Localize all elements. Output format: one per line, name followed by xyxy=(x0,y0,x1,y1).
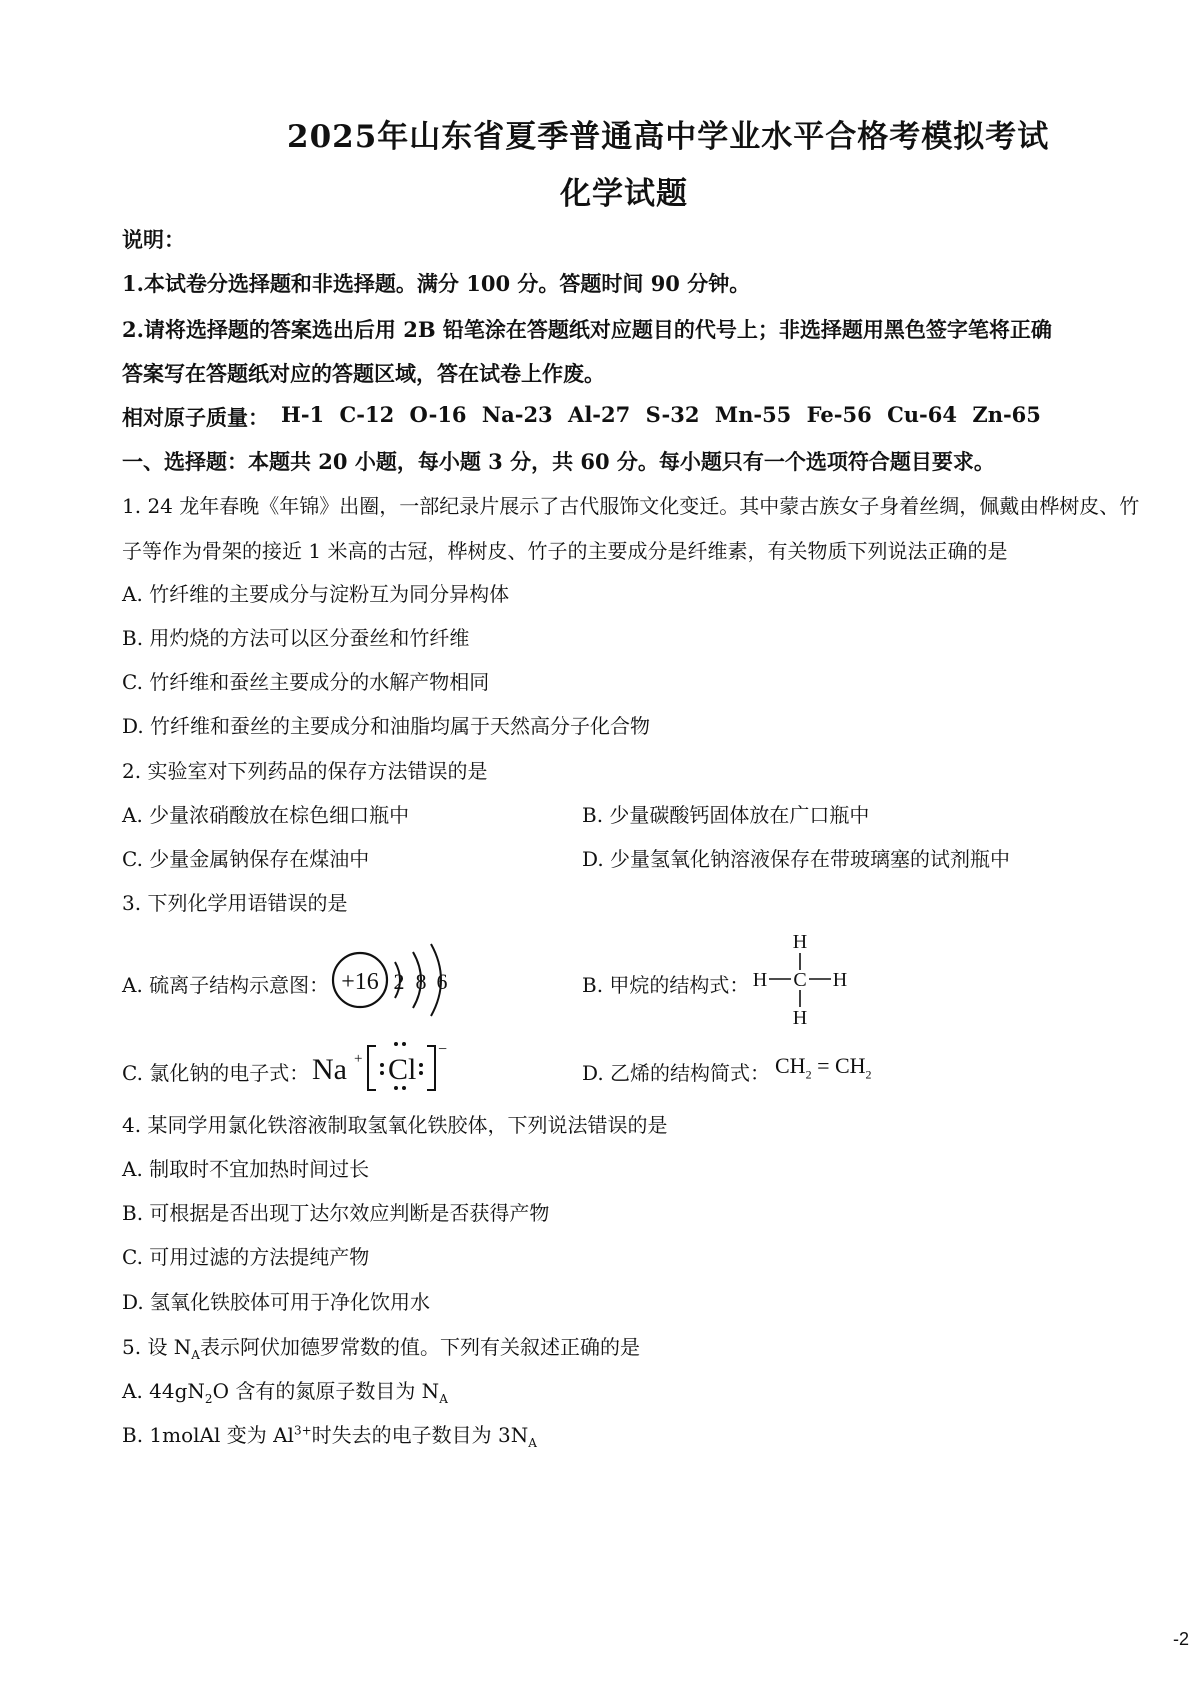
q5-stem-text: 5. 设 N xyxy=(122,1335,192,1359)
q5-b-superscript: 3+ xyxy=(293,1423,312,1438)
q5-option-a xyxy=(122,1375,448,1406)
formula-subscript: 2 xyxy=(805,1067,812,1082)
electron-dot xyxy=(394,1086,398,1090)
nucleus-charge: +16 xyxy=(341,969,379,995)
right-bracket xyxy=(427,1046,435,1090)
notes-item-1: 1.本试卷分选择题和非选择题。满分 100 分。答题时间 90 分钟。 xyxy=(122,271,751,296)
electron-dot xyxy=(380,1071,384,1075)
q1-option-a: A. 竹纤维的主要成分与淀粉互为同分异构体 xyxy=(122,582,510,606)
q2-option-b: B. 少量碳酸钙固体放在广口瓶中 xyxy=(582,803,870,827)
q5-option-b xyxy=(122,1419,537,1450)
atomic-masses-label: 相对原子质量： xyxy=(122,405,269,430)
cation-symbol: Na xyxy=(312,1053,347,1086)
atom-c-center: C xyxy=(793,969,807,991)
atomic-mass: Zn-65 xyxy=(972,402,1041,427)
exam-title: 2025年山东省夏季普通高中学业水平合格考模拟考试 xyxy=(287,119,1050,155)
atomic-mass: H-1 xyxy=(281,402,325,427)
section-1-heading: 一、选择题：本题共 20 小题，每小题 3 分，共 60 分。每小题只有一个选项符合题目要求。 xyxy=(122,449,995,474)
q5-a-subscript: A xyxy=(439,1392,448,1406)
q5-stem-subscript: A xyxy=(191,1348,200,1362)
q3-stem: 3. 下列化学用语错误的是 xyxy=(122,891,348,915)
atomic-mass: Fe-56 xyxy=(806,402,872,427)
electron-dot xyxy=(380,1063,384,1067)
atomic-mass: Al-27 xyxy=(568,402,631,427)
methane-structural-formula xyxy=(748,928,852,1032)
q5-stem-text: 表示阿伏加德罗常数的值。下列有关叙述正确的是 xyxy=(199,1335,640,1359)
ethylene-formula xyxy=(775,1053,872,1082)
shell-electrons-1: 2 xyxy=(393,969,405,994)
cation-charge: + xyxy=(354,1051,363,1067)
q1-stem-line-1: 1. 24 龙年春晚《年锦》出圈，一部纪录片展示了古代服饰文化变迁。其中蒙古族女子身着丝绸，佩戴由桦树皮、竹 xyxy=(122,494,1140,518)
atomic-mass: S-32 xyxy=(645,402,700,427)
formula-subscript: 2 xyxy=(865,1067,872,1082)
q1-option-c: C. 竹纤维和蚕丝主要成分的水解产物相同 xyxy=(122,670,490,694)
q5-stem xyxy=(122,1331,640,1362)
q3-option-b-label: B. 甲烷的结构式： xyxy=(582,973,750,997)
q2-option-d: D. 少量氢氧化钠溶液保存在带玻璃塞的试剂瓶中 xyxy=(582,847,1011,871)
q4-option-d: D. 氢氧化铁胶体可用于净化饮用水 xyxy=(122,1290,431,1314)
q4-option-b: B. 可根据是否出现丁达尔效应判断是否获得产物 xyxy=(122,1201,550,1225)
anion-symbol: Cl xyxy=(388,1053,417,1086)
electron-dot xyxy=(419,1071,423,1075)
nacl-electron-formula xyxy=(310,1036,460,1098)
notes-heading: 说明： xyxy=(122,227,185,252)
q5-a-subscript: 2 xyxy=(204,1392,213,1406)
anion-charge: − xyxy=(438,1041,448,1058)
q1-stem-line-2: 子等作为骨架的接近 1 米高的古冠，桦树皮、竹子的主要成分是纤维素，有关物质下列说法正确的是 xyxy=(122,539,1008,563)
q2-stem: 2. 实验室对下列药品的保存方法错误的是 xyxy=(122,759,488,783)
atomic-mass: Na-23 xyxy=(481,402,553,427)
electron-dot xyxy=(394,1042,398,1046)
atomic-mass: C-12 xyxy=(339,402,395,427)
atom-h-left: H xyxy=(752,969,768,991)
atomic-mass: Cu-64 xyxy=(887,402,957,427)
q3-option-a-label: A. 硫离子结构示意图： xyxy=(122,973,330,997)
q5-b-text: B. 1molAl 变为 Al xyxy=(122,1423,294,1447)
q2-option-a: A. 少量浓硝酸放在棕色细口瓶中 xyxy=(122,803,410,827)
notes-item-2-line-2: 答案写在答题纸对应的答题区域，答在试卷上作废。 xyxy=(122,361,605,386)
left-bracket xyxy=(368,1046,376,1090)
electron-dot xyxy=(419,1063,423,1067)
q5-b-subscript: A xyxy=(528,1436,537,1450)
atom-h-right: H xyxy=(832,969,848,991)
exam-subtitle: 化学试题 xyxy=(560,176,688,212)
atom-h-bottom: H xyxy=(792,1007,808,1029)
q5-a-text: A. 44gN xyxy=(122,1379,205,1403)
shell-electrons-3: 6 xyxy=(436,969,448,994)
q2-option-c: C. 少量金属钠保存在煤油中 xyxy=(122,847,370,871)
electron-dot xyxy=(402,1042,406,1046)
q3-option-d-label: D. 乙烯的结构简式： xyxy=(582,1061,771,1085)
q5-b-text: 时失去的电子数目为 3N xyxy=(311,1423,529,1447)
q3-option-c-label: C. 氯化钠的电子式： xyxy=(122,1061,310,1085)
atomic-mass: O-16 xyxy=(409,402,467,427)
q5-a-text: O 含有的氮原子数目为 N xyxy=(212,1379,440,1403)
atomic-mass: Mn-55 xyxy=(714,402,792,427)
q4-stem: 4. 某同学用氯化铁溶液制取氢氧化铁胶体，下列说法错误的是 xyxy=(122,1113,668,1137)
q1-option-d: D. 竹纤维和蚕丝的主要成分和油脂均属于天然高分子化合物 xyxy=(122,714,651,738)
atom-h-top: H xyxy=(792,931,808,953)
q1-option-b: B. 用灼烧的方法可以区分蚕丝和竹纤维 xyxy=(122,626,470,650)
sulfur-ion-diagram xyxy=(325,934,465,1029)
formula-part: CH xyxy=(775,1053,806,1078)
notes-item-2-line-1: 2.请将选择题的答案选出后用 2B 铅笔涂在答题纸对应题目的代号上；非选择题用黑色签字笔将正确 xyxy=(122,317,1052,342)
electron-dot xyxy=(402,1086,406,1090)
q4-option-a: A. 制取时不宜加热时间过长 xyxy=(122,1157,370,1181)
formula-equals: = xyxy=(817,1053,830,1078)
page-number: -2 xyxy=(1173,1629,1190,1649)
atomic-masses-list xyxy=(281,402,1041,427)
q4-option-c: C. 可用过滤的方法提纯产物 xyxy=(122,1245,370,1269)
shell-electrons-2: 8 xyxy=(415,969,427,994)
formula-part: CH xyxy=(834,1053,866,1078)
